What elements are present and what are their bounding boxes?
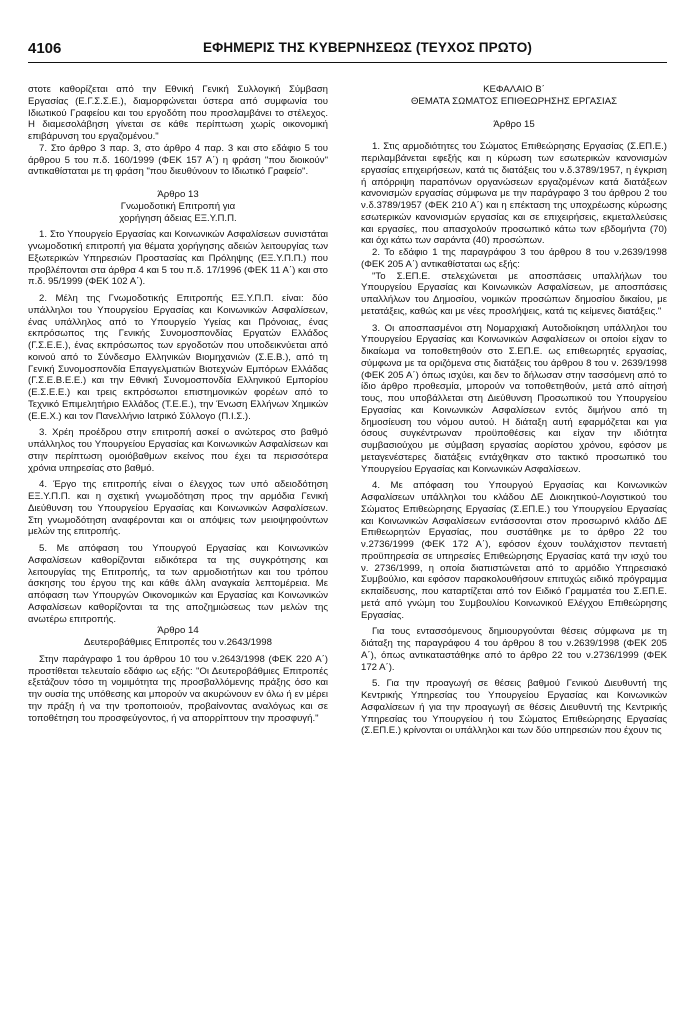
article-13-heading: Άρθρο 13 bbox=[157, 189, 199, 200]
paragraph: 1. Στο Υπουργείο Εργασίας και Κοινωνικών Ασφαλίσεων συνιστάται γνωμοδοτική επιτροπή για θέματα χορήγησης αδειών λειτουργίας των Εξωτερικών Υπηρεσιών Προστασίας και Πρόληψης (ΕΞ.Υ.Π.Π.) που προβλέπονται στα άρθρα 4 και 5 του π.δ. 17/1996 (ΦΕΚ 11 Α΄) και στο π.δ. 95/1999 (ΦΕΚ 102 Α΄). bbox=[28, 229, 328, 288]
chapter-title: ΘΕΜΑΤΑ ΣΩΜΑΤΟΣ ΕΠΙΘΕΩΡΗΣΗΣ ΕΡΓΑΣΙΑΣ bbox=[410, 95, 618, 107]
paragraph: 5. Για την προαγωγή σε θέσεις βαθμού Γενικού Διευθυντή της Κεντρικής Υπηρεσίας του Υπουργείου Εργασίας και Κοινωνικών Ασφαλίσεων ή για την προαγωγή σε θέσεις Διευθυντή της Κεντρικής Υπηρεσίας του Υπουργείου ή του Σώματος Επιθεώρησης Εργασίας (Σ.ΕΠ.Ε.) κρίνονται οι υπάλληλοι και των δύο υπηρεσιών που έχουν τις bbox=[361, 678, 667, 737]
page-number: 4106 bbox=[28, 40, 62, 57]
right-column bbox=[361, 84, 667, 737]
article-13-title: χορήγηση άδειας ΕΞ.Υ.Π.Π. bbox=[119, 212, 237, 224]
paragraph: 3. Οι αποσπασμένοι στη Νομαρχιακή Αυτοδιοίκηση υπάλληλοι του Υπουργείου Εργασίας και Κοινωνικών Ασφαλίσεων οι οποίοι είχαν το δικαίωμα να τοποθετηθούν στο Σ.ΕΠ.Ε. ως επιθεωρητές εργασίας, σύμφωνα με τα οριζόμενα στις διατάξεις του άρθρου 8 του ν. 2639/1998 (ΦΕΚ 205 Α΄) όπως ισχύει, και δεν το δήλωσαν στην τασσόμενη από το ίδιο άρθρο προθεσμία, μπορούν να τοποθετηθούν, μετά από αίτησή τους, που υποβάλλεται στη Διεύθυνση Προσωπικού του Υπουργείου Εργασίας και Κοινωνικών Ασφαλίσεων εντός διμήνου από τη δημοσίευση του νόμου αυτού. Η διάταξη αυτή εφαρμόζεται και για όσους συγκέντρωναν προϋποθέσεις και είχαν την ιδιότητα συμβασιούχου με σύμβαση εργασίας αορίστου χρόνου, εφόσον με μεταγενέστερες διατάξεις εντάχθηκαν στο τακτικό προσωπικό του Υπουργείου Εργασίας και Κοινωνικών Ασφαλίσεων. bbox=[361, 322, 667, 475]
article-13-title: Γνωμοδοτική Επιτροπή για bbox=[120, 200, 236, 212]
article-14-heading: Άρθρο 14 bbox=[157, 625, 199, 637]
paragraph: 3. Χρέη προέδρου στην επιτροπή ασκεί ο ανώτερος στο βαθμό υπάλληλος του Υπουργείου Εργασίας και Κοινωνικών Ασφαλίσεων και στην περίπτωση ομοιόβαθμων εκείνος που έχει τα περισσότερα χρόνια υπηρεσίας στο βαθμό. bbox=[28, 427, 328, 474]
gazette-title: ΕΦΗΜΕΡΙΣ ΤΗΣ ΚΥΒΕΡΝΗΣΕΩΣ (ΤΕΥΧΟΣ ΠΡΩΤΟ) bbox=[203, 40, 532, 55]
paragraph: 1. Στις αρμοδιότητες του Σώματος Επιθεώρησης Εργασίας (Σ.ΕΠ.Ε.) περιλαμβάνεται εφεξής και η κύρωση των εσωτερικών κανονισμών εργασίας επιχειρήσεων, κατά τις διατάξεις του ν.δ.3789/1957, η έγκριση ή απόρριψη παραπόνων οργανώσεων εργαζομένων κατά διατάξεων κανονισμών εργασίας σύμφωνα με την παράγραφο 3 του άρθρου 2 του ν.δ.3789/1957 (ΦΕΚ 210 Α΄) και η επέκταση της υποχρέωσης κύρωσης εσωτερικών κανονισμών εργασίας και σε επιχειρήσεις, εκμεταλλεύσεις και εργασίες, που απασχολούν προσωπικό κάτω των εβδομήντα (70) και όχι κάτω των σαράντα (40) προσώπων. bbox=[361, 141, 667, 247]
paragraph: "Το Σ.ΕΠ.Ε. στελεχώνεται με αποσπάσεις υπαλλήλων του Υπουργείου Εργασίας και Κοινωνικών Ασφαλίσεων, με αποσπάσεις υπαλλήλων του Δημοσίου, νομικών προσώπων δημοσίου δικαίου, με μετατάξεις, καθώς και με νέες προσλήψεις, κατά τις κείμενες διατάξεις." bbox=[361, 270, 667, 317]
paragraph: 4. Με απόφαση του Υπουργού Εργασίας και Κοινωνικών Ασφαλίσεων υπάλληλοι του κλάδου ΔΕ Διοικητικού-Λογιστικού του Σώματος Επιθεώρησης Εργασίας (Σ.ΕΠ.Ε.) του Υπουργείου Εργασίας και Κοινωνικών Ασφαλίσεων εντάσσονται στον προσωρινό κλάδο ΔΕ Επιθεωρητών Εργασίας, που συστάθηκε με το άρθρο 22 του ν.2736/1999 (ΦΕΚ 172 Α΄), εφόσον έχουν τουλάχιστον πενταετή προϋπηρεσία σε υπηρεσίες Επιθεώρησης Εργασίας κατά την ισχύ του ν. 2736/1999, η οποία διαπιστώνεται από το αρμόδιο Υπηρεσιακό Συμβούλιο, και εφόσον παρακολουθήσουν επιτυχώς ειδικό πρόγραμμα εκπαίδευσης, που καταρτίζεται από τον Ειδικό Γραμματέα του Σ.ΕΠ.Ε. μετά από γνώμη του Συμβουλίου Κοινωνικού Ελέγχου Επιθεώρησης Εργασίας. bbox=[361, 480, 667, 621]
paragraph: 7. Στο άρθρο 3 παρ. 3, στο άρθρο 4 παρ. 3 και στο εδάφιο 5 του άρθρου 5 του π.δ. 160/1999 (ΦΕΚ 157 Α΄) η φράση "που διοικούν" αντικαθίσταται με τη φράση "που διευθύνουν το Ιδιωτικό Γραφείο". bbox=[28, 142, 328, 178]
chapter-heading: ΚΕΦΑΛΑΙΟ Β΄ bbox=[483, 84, 545, 95]
paragraph: 2. Μέλη της Γνωμοδοτικής Επιτροπής ΕΞ.Υ.Π.Π. είναι: δύο υπάλληλοι του Υπουργείου Εργασίας και Κοινωνικών Ασφαλίσεων, ένας υπάλληλος από το Υπουργείο Υγείας και Πρόνοιας, ένας εκπρόσωπος της Γενικής Συνομοσπονδίας Εργατών Ελλάδος (Γ.Σ.Ε.Ε.), ένας εκπρόσωπος των εργοδοτών που υποδεικνύεται από κοινού από το Σύνδεσμο Ελληνικών Βιομηχανιών (Σ.Ε.Β.), από τη Γενική Συνομοσπονδία Επαγγελματιών Βιοτεχνών Εμπόρων Ελλάδας (Γ.Σ.Ε.Β.Ε.Ε.) και την Εθνική Συνομοσπονδία Ελληνικού Εμπορίου (Ε.Σ.Ε.Ε.) και τρεις εκπρόσωποι επιστημονικών φορέων από το Τεχνικό Επιμελητήριο Ελλάδος (Τ.Ε.Ε.), την Ένωση Ελλήνων Χημικών (Ε.Ε.Χ.) και τον Πανελλήνιο Ιατρικό Σύλλογο (Π.Ι.Σ.). bbox=[28, 293, 328, 422]
paragraph: Για τους εντασσόμενους δημιουργούνται θέσεις σύμφωνα με τη διάταξη της παραγράφου 4 του άρθρου 8 του ν.2639/1998 (ΦΕΚ 205 Α΄), όπως αντικαταστάθηκε από το άρθρο 22 του ν.2736/1999 (ΦΕΚ 172 Α΄). bbox=[361, 626, 667, 673]
paragraph: 4. Έργο της επιτροπής είναι ο έλεγχος των υπό αδειοδότηση ΕΞ.Υ.Π.Π. και η σχετική γνωμοδότηση προς την αρμόδια Γενική Διεύθυνση του Υπουργείου Εργασίας και Κοινωνικών Ασφαλίσεων. Στη γνωμοδότηση αναφέρονται και οι απόψεις των μειοψηφούντων μελών της επιτροπής. bbox=[28, 479, 328, 538]
article-15-heading: Άρθρο 15 bbox=[493, 118, 535, 130]
paragraph: στοτε καθορίζεται από την Εθνική Γενική Συλλογική Σύμβαση Εργασίας (Ε.Γ.Σ.Σ.Ε.), διαμορφώνεται ύστερα από συμφωνία του Ιδιωτικού Γραφείου και του εργοδότη που προσλαμβάνει το στέλεχος. Η διαμεσολάβηση γίνεται σε κάθε περίπτωση χωρίς οικονομική επιβάρυνση του εργαζομένου." bbox=[28, 84, 328, 142]
paragraph: 2. Το εδάφιο 1 της παραγράφου 3 του άρθρου 8 του ν.2639/1998 (ΦΕΚ 205 Α΄) αντικαθίσταται ως εξής: bbox=[361, 247, 667, 270]
article-14-title: Δευτεροβάθμιες Επιτροπές του ν.2643/1998 bbox=[84, 637, 272, 648]
header-rule bbox=[28, 62, 667, 63]
paragraph: Στην παράγραφο 1 του άρθρου 10 του ν.2643/1998 (ΦΕΚ 220 Α΄) προστίθεται τελευταίο εδάφιο ως εξής: "Οι Δευτεροβάθμιες Επιτροπές εξετάζουν τόσο τη νομιμότητα της προσβαλλόμενης πράξης όσο και την ουσία της υπόθεσης και μπορούν να ακυρώνουν εν όλω ή εν μέρει την πράξη ή να την τροποποιούν, προβαίνοντας αναλόγως και σε τοποθέτηση του προσφεύγοντος, ή να απορρίπτουν την προσφυγή." bbox=[28, 653, 328, 724]
page-header bbox=[28, 40, 667, 60]
left-column bbox=[28, 84, 328, 724]
paragraph: 5. Με απόφαση του Υπουργού Εργασίας και Κοινωνικών Ασφαλίσεων καθορίζονται ειδικότερα τα της συγκρότησης και λειτουργίας της Επιτροπής, τα των αρμοδιοτήτων και του τρόπου άσκησης του έργου της και κάθε άλλη αναγκαία λεπτομέρεια. Με απόφαση των Υπουργών Οικονομικών και Εργασίας και Κοινωνικών Ασφαλίσεων καθορίζονται τα της αποζημιώσεως των μελών της ανωτέρω επιτροπής. bbox=[28, 543, 328, 625]
